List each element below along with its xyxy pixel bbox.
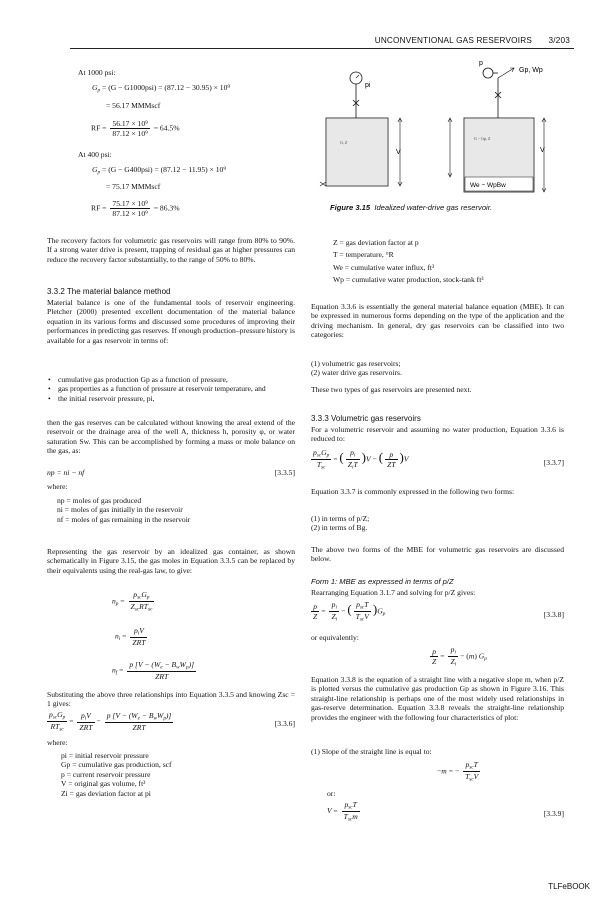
definition-item: Zi = gas deviation factor at pi [61, 788, 151, 798]
recovery-paragraph: The recovery factors for volumetric gas reservoirs will range from 80% to 90%. If a strong water drive is present, trapping of residual gas at higher pressures can reduce the recovery factor substantially, to the range of 50% to 80%. [47, 236, 295, 264]
above-forms-paragraph: The above two forms of the MBE for volumetric gas reservoirs are discussed below. [311, 545, 564, 564]
rf-1000-value: = 64.5% [153, 123, 180, 133]
label-gpwp: Gp, Wp [519, 67, 543, 74]
rf-400-equation: RF = $\frac{\text{75.17 × 10⁹}}{\text{87.12 × 10⁹}}$ = 86.3% [91, 199, 180, 219]
equation-335 [47, 468, 295, 477]
where-label: where: [47, 482, 68, 491]
form1-paragraph: Rearranging Equation 3.1.7 and solving for p/Z gives: [311, 588, 476, 597]
gp-1000-equation: $G_p = (G - G1000psi) = (87.12 - 30.95) \times 10^9$ [92, 83, 231, 94]
bullet-item: • the initial reservoir pressure, pi, [58, 394, 295, 403]
gp-400-value: = 75.17 MMMscf [106, 182, 161, 191]
definition-item: nf = moles of gas remaining in the reservoir [57, 514, 191, 524]
right-gauge-icon [483, 68, 493, 78]
running-title: UNCONVENTIONAL GAS RESERVOIRS [374, 36, 533, 45]
eq339-tag: [3.3.9] [543, 809, 564, 818]
forms-list [311, 514, 561, 533]
category-item: (2) water drive gas reservoirs. [311, 368, 402, 378]
definition-item: pi = initial reservoir pressure [61, 751, 149, 760]
or-equivalently: or equivalently: [311, 633, 359, 642]
or-label: or: [327, 789, 336, 798]
bullet-item: • cumulative gas production Gp as a function of pressure, [58, 375, 295, 384]
svg-text:G, Z: G, Z [340, 140, 348, 145]
label-pi: pi [365, 82, 371, 89]
rf-400-num: 75.17 × 10⁹ [112, 199, 148, 208]
definition-item: Gp = cumulative gas production, scf [61, 760, 172, 770]
rf-1000-num: 56.17 × 10⁹ [112, 119, 148, 128]
gp-400-equation: $G_p = (G - G400psi) = (87.12 - 11.95) \times 10^9$ [92, 165, 226, 176]
form-item: (2) in terms of Bg. [311, 523, 368, 533]
then-paragraph: then the gas reserves can be calculated without knowing the areal extend of the reservoir or the drainage area of the well A, thickness h, porosity φ, or water saturation Sw. This can be accomplished by forming a mass or mole balance on the gas, as: [47, 418, 295, 456]
eq335-text: np = ni − nf [47, 468, 85, 477]
gp-1000-expr: (G − G1000psi) = (87.12 − 30.95) × 10⁹ [108, 83, 231, 92]
equation-338: $\frac{p}{Z}$ = $\frac{p_i}{Z_i}$ − ( $\frac{p_{sc}T}{T_{sc}V}$ )$G_p$ [3.3.8] [313, 600, 564, 623]
where-label-2: where: [47, 738, 68, 747]
figure-caption-text: Idealized water-drive gas reservoir. [374, 203, 493, 212]
left-tank-gas [327, 119, 387, 185]
rf-400-den: 87.12 × 10⁹ [112, 209, 148, 219]
right-tank-gas [465, 119, 533, 177]
svg-text:G − Gp, Z: G − Gp, Z [474, 136, 491, 141]
rf-1000-equation: RF = $\frac{\text{56.17 × 10⁹}}{\text{87.12 × 10⁹}}$ = 64.5% [91, 119, 180, 139]
figure-caption [330, 203, 492, 212]
two-types-text: These two types of gas reservoirs are presented next. [311, 385, 472, 394]
volumetric-paragraph: For a volumetric reservoir and assuming no water production, Equation 3.3.6 is reduced to: [311, 425, 564, 444]
eq337-paragraph: Equation 3.3.7 is commonly expressed in the following two forms: [311, 487, 515, 496]
left-label-v: V [396, 149, 401, 156]
definition-item: T = temperature, °R [333, 250, 394, 260]
running-header [375, 36, 570, 46]
label-p: p [479, 60, 483, 67]
rf-1000-den: 87.12 × 10⁹ [112, 129, 148, 139]
definition-item: ni = moles of gas initially in the reservoir [57, 505, 183, 515]
footer-watermark: TLFeBOOK [548, 882, 590, 891]
np-equation: $n_p$ = $\frac{p_{sc}G_p}{Z_{sc}RT_{sc}}$ [112, 590, 153, 613]
equation-338b: $\frac{p}{Z}$ = $\frac{p_i}{Z_i}$ − (m) $G_p$ [432, 645, 487, 668]
category-item: (1) volumetric gas reservoirs; [311, 359, 401, 368]
production-arrow [498, 68, 514, 78]
header-rule [70, 48, 574, 49]
gp-400-expr: (G − G400psi) = (87.12 − 11.95) × 10⁹ [108, 165, 226, 174]
substituting-paragraph: Substituting the above three relationships into Equation 3.3.5 and knowing Zsc = 1 gives: [47, 690, 295, 709]
definition-item: Wp = cumulative water production, stock-tank ft³ [333, 275, 484, 285]
label-we: We − WpBw [470, 182, 506, 189]
at-400-label: At 400 psi: [78, 150, 112, 159]
category-list [311, 359, 561, 378]
equation-339: V = $\frac{p_{sc}T}{T_{sc}m}$ [3.3.9] [327, 800, 564, 823]
definition-item: V = original gas volume, ft³ [61, 779, 146, 789]
bullet-list [58, 375, 295, 403]
eq338-tag: [3.3.8] [543, 610, 564, 619]
representing-paragraph: Representing the gas reservoir by an idealized gas container, as shown schematically in Figure 3.15, the gas moles in Equation 3.3.5 can be replaced by their equivalents using the real-gas law, to give: [47, 547, 295, 575]
nf-equation: $n_f$ = $\frac{p [V - (W_e - B_wW_p)]}{\text{ZRT}}$ [112, 660, 195, 682]
definition-item: p = current reservoir pressure [61, 769, 151, 779]
definition-item: np = moles of gas produced [57, 496, 142, 505]
mole-definitions [57, 496, 297, 524]
page-number: 3/203 [548, 36, 570, 45]
equation-337: $\frac{p_{sc}G_p}{T_{sc}}$ = ( $\frac{p_i}{Z_iT}$ )V − ( $\frac{p}{ZT}$ )V [3.3.7] [313, 448, 564, 471]
bullet-item: • gas properties as a function of pressure at reservoir temperature, and [58, 384, 295, 393]
form1-heading: Form 1: MBE as expressed in terms of p/Z [311, 577, 454, 586]
eq336-tag: [3.3.6] [274, 719, 295, 728]
left-drain-icon [320, 182, 326, 186]
figure-label: Figure 3.15 [330, 203, 371, 212]
form-item: (1) in terms of p/Z; [311, 514, 370, 523]
material-balance-paragraph: Material balance is one of the fundamental tools of reservoir engineering. Pletcher (2000) presented excellent documentation of the material balance equation in its various forms and discussed some procedures of improving their performances in predicting gas reserves. If enough production–pressure history is available for a gas reservoir in terms of: [47, 298, 295, 345]
slope-equation: −m = − $\frac{p_{sc}T}{T_{sc}V}$ [437, 760, 479, 783]
gp-1000-value: = 56.17 MMMscf [106, 101, 161, 110]
at-1000-label: At 1000 psi: [78, 68, 116, 77]
eq337-tag: [3.3.7] [543, 458, 564, 467]
right-label-v: V [540, 147, 545, 154]
straight-line-paragraph: Equation 3.3.8 is the equation of a straight line with a negative slope m, when p/Z is plotted versus the cumulative gas production Gp as shown in Figure 3.16. This straight-line relationship is perhaps one of the most widely used relationships in gas-reserve determination. Equation 3.3.8 reveals the straight-line relationship provides the engineer with the following four characteristics of plot: [311, 675, 564, 722]
section-332-heading: 3.3.2 The material balance method [47, 287, 171, 296]
slope-item: (1) Slope of the straight line is equal to: [311, 747, 432, 756]
pressure-definitions [61, 751, 301, 798]
definition-item: We = cumulative water influx, ft³ [333, 262, 435, 272]
zt-definitions [333, 238, 573, 285]
eq335-tag: [3.3.5] [274, 468, 295, 477]
equation-336: $\frac{p_{sc}G_p}{RT_{sc}}$ = $\frac{p_iV}{\text{ZRT}}$ − $\frac{p [V - (W_e - B_wW_p)]}{\text{ZRT}}$ [3.3.6] [49, 710, 295, 733]
ni-equation: $n_i$ = $\frac{p_iV}{\text{ZRT}}$ [115, 626, 146, 648]
section-333-heading: 3.3.3 Volumetric gas reservoirs [311, 414, 421, 423]
rf-400-value: = 86.3% [153, 203, 180, 213]
water-drive-reservoir-figure [318, 56, 558, 206]
definition-item: Z = gas deviation factor at p [333, 238, 419, 247]
mbe-paragraph: Equation 3.3.6 is essentially the general material balance equation (MBE). It can be expressed in numerous forms depending on the type of the application and the driving mechanism. In general, dry gas reservoirs can be classified into two categories: [311, 302, 564, 340]
